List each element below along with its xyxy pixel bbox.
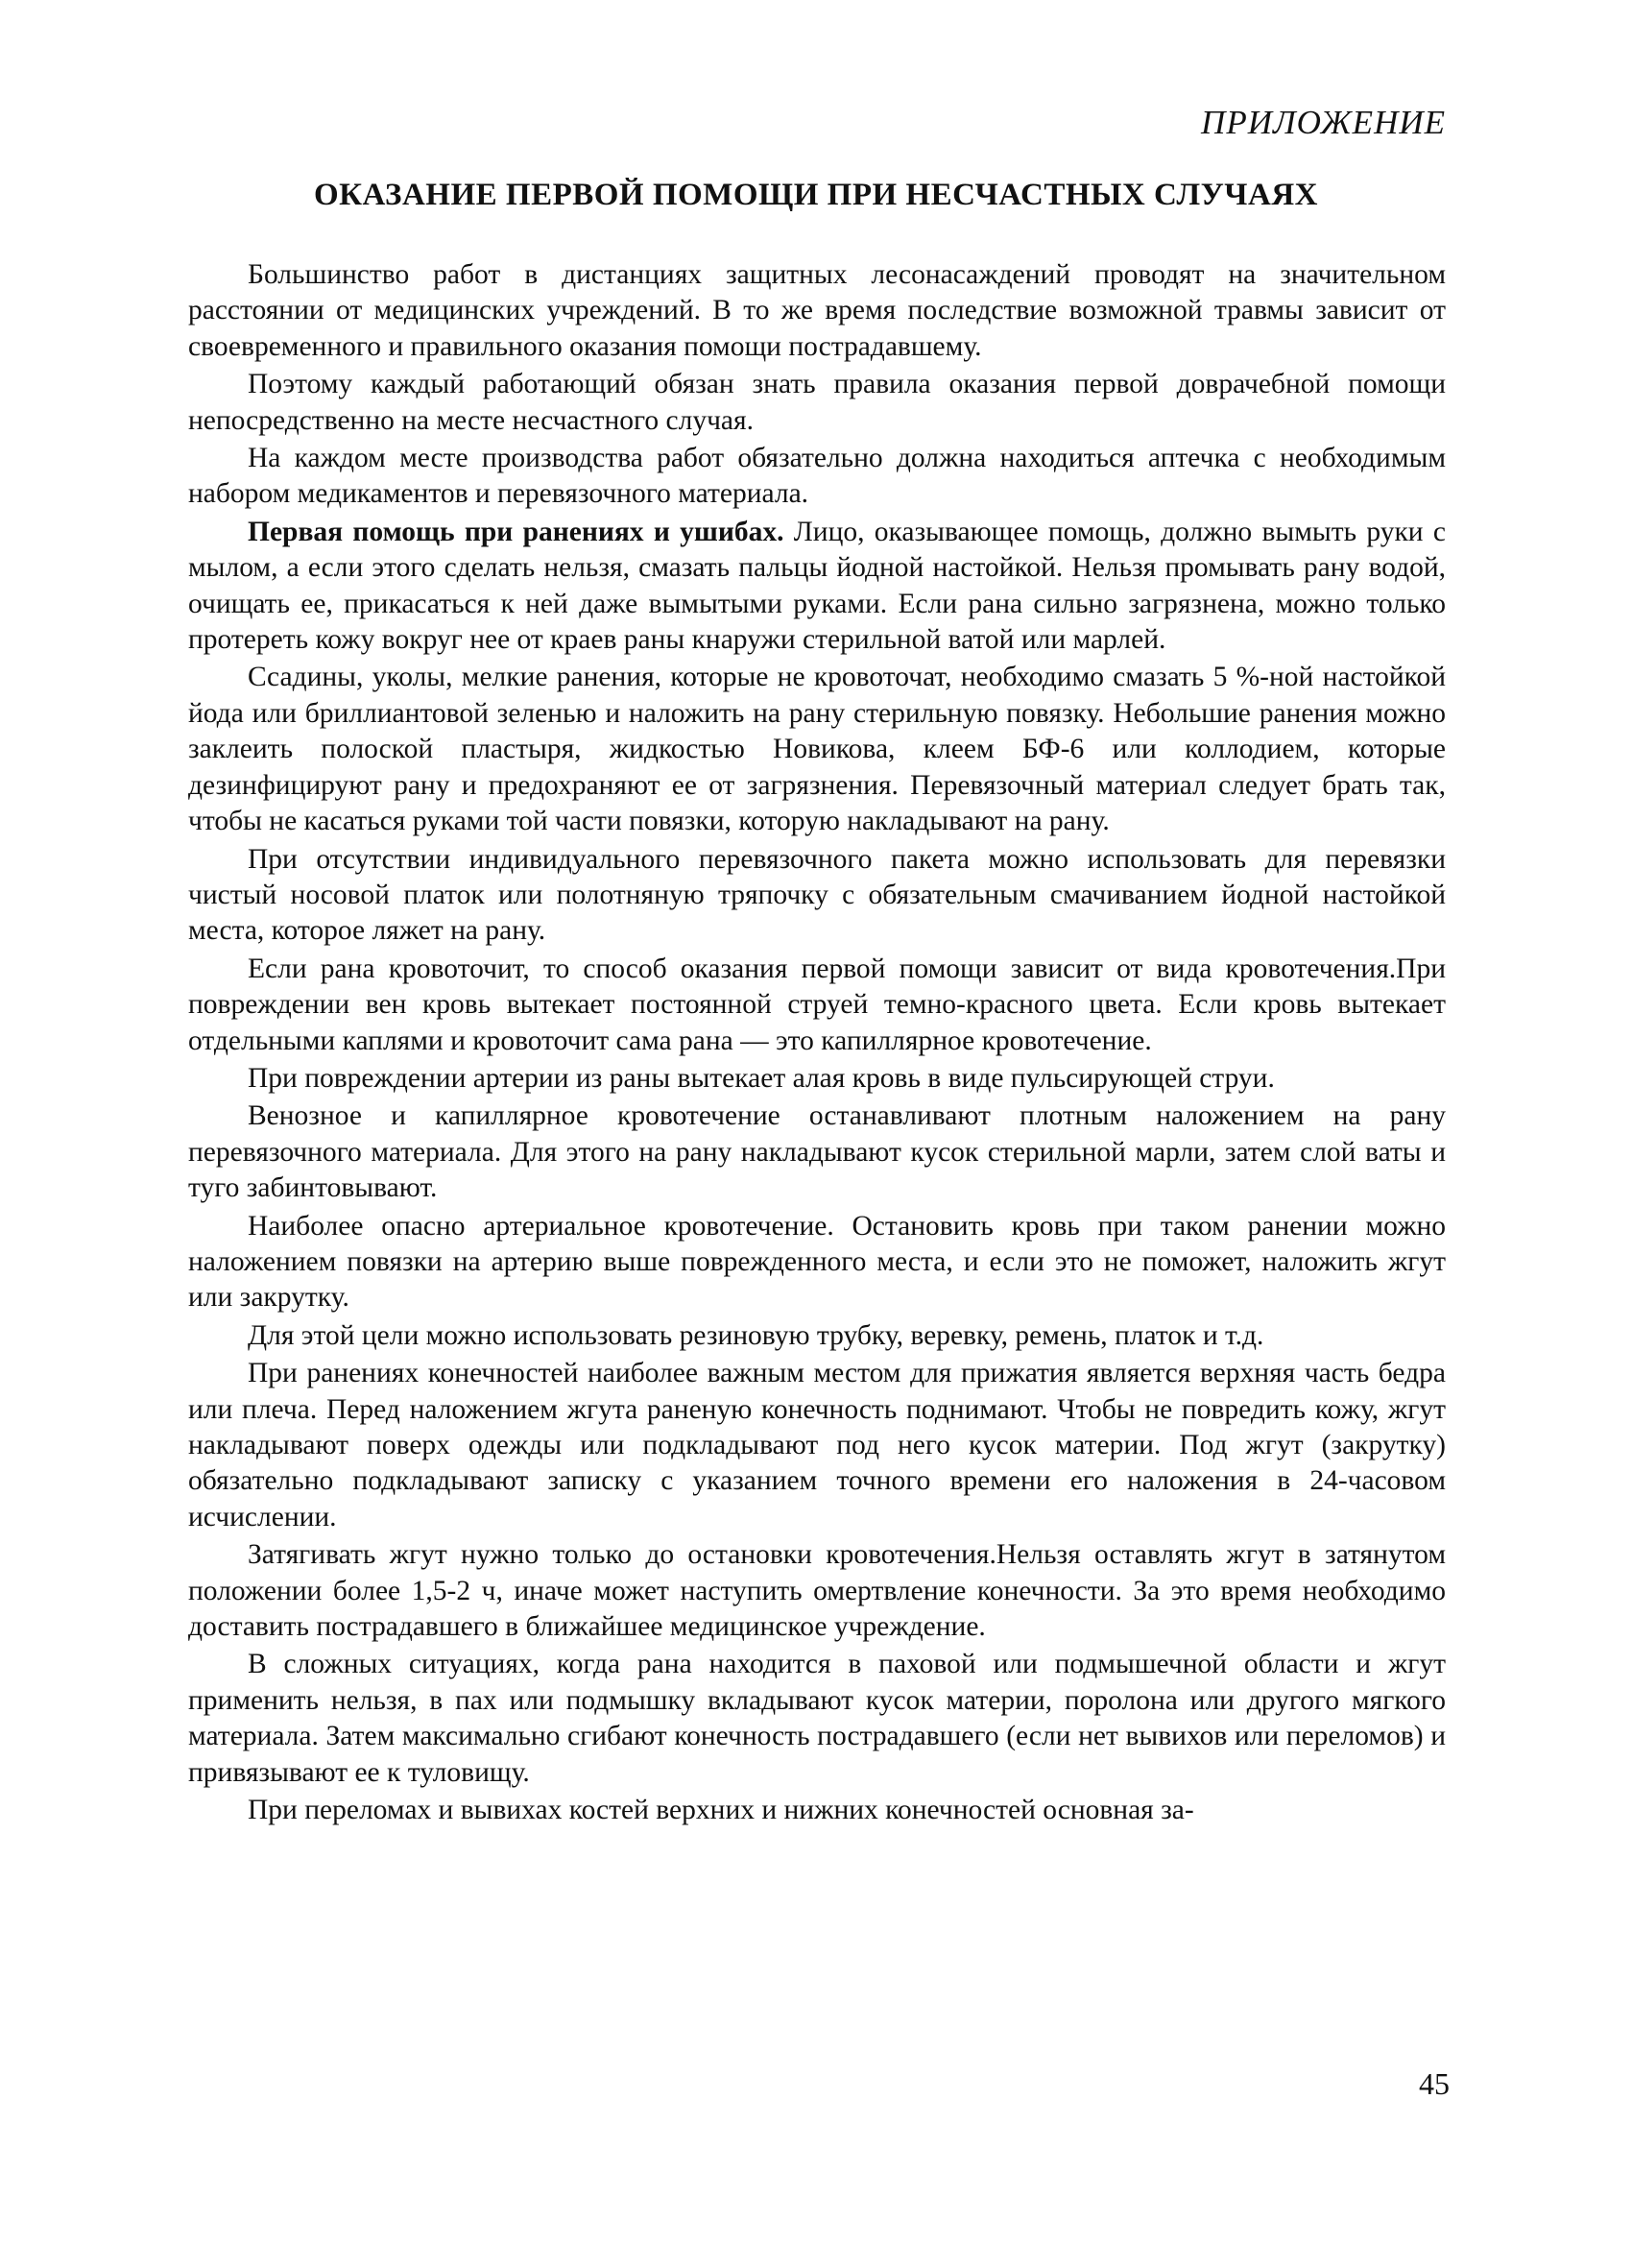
paragraph: На каждом месте производства работ обязательно должна находиться аптечка с необходимым набором медикаментов и перевязочного материала. [188,443,1446,510]
paragraph-lead: Первая помощь при ранениях и ушибах. [248,516,784,547]
paragraph: При переломах и вывихах костей верхних и нижних конечностей основная за- [248,1795,1194,1826]
paragraph: При отсутствии индивидуального перевязочного пакета можно использовать для перевязки чистый носовой платок или полотняную тряпочку с обязательным смачиванием йодной настойкой места, которое ляжет на рану. [188,843,1446,947]
paragraph-wounds [188,515,1446,659]
paragraph: Наиболее опасно артериальное кровотечение. Остановить кровь при таком ранении можно наложением повязки на артерию выше поврежденного места, и если это не поможет, наложить жгут или закрутку. [188,1210,1446,1314]
paragraph: Большинство работ в дистанциях защитных лесонасаждений проводят на значительном расстоянии от медицинских учреждений. В то же время последствие возможной травмы зависит от своевременного и правильного оказания помощи пострадавшему. [188,259,1446,362]
body-text [188,257,1446,1830]
paragraph: Затягивать жгут нужно только до остановки кровотечения.Нельзя оставлять жгут в затянутом положении более 1,5-2 ч, иначе может наступить омертвление конечности. За это время необходимо доставить пострадавшего в ближайшее медицинское учреждение. [188,1539,1446,1643]
paragraph-text: Лицо, оказывающее помощь, должно вымыть руки с мылом, а если этого сделать нельзя, смазать пальцы йодной настойкой. Нельзя промывать рану водой, очищать ее, прикасаться к ней даже вымытыми руками. Если рана сильно загрязнена, можно только протереть кожу вокруг нее от краев раны кнаружи стерильной ватой или марлей. [188,516,1447,656]
paragraph: Поэтому каждый работающий обязан знать правила оказания первой доврачебной помощи непосредственно на месте несчастного случая. [188,369,1446,436]
running-head: ПРИЛОЖЕНИЕ [1201,104,1446,141]
paragraph: Если рана кровоточит, то способ оказания первой помощи зависит от вида кровотечения.При повреждении вен кровь вытекает постоянной струей темно-красного цвета. Если кровь вытекает отдельными каплями и кровоточит сама рана — это капиллярное кровотечение. [188,953,1446,1056]
paragraph: Ссадины, уколы, мелкие ранения, которые не кровоточат, необходимо смазать 5 %-ной настойкой йода или бриллиантовой зеленью и наложить на рану стерильную повязку. Небольшие ранения можно заклеить полоской пластыря, жидкостью Новикова, клеем БФ-6 или коллодием, которые дезинфицируют рану и предохраняют ее от загрязнения. Перевязочный материал следует брать так, чтобы не касаться руками той части повязки, которую накладывают на рану. [188,662,1446,837]
paragraph: Венозное и капиллярное кровотечение останавливают плотным наложением на рану перевязочного материала. Для этого на рану накладывают кусок стерильной марли, затем слой ваты и туго забинтовывают. [188,1100,1446,1204]
page-number: 45 [1419,2066,1450,2101]
section-title: ОКАЗАНИЕ ПЕРВОЙ ПОМОЩИ ПРИ НЕСЧАСТНЫХ СЛУЧАЯХ [313,178,1319,212]
paragraph: При повреждении артерии из раны вытекает алая кровь в виде пульсирующей струи. [248,1062,1275,1094]
paragraph: Для этой цели можно использовать резиновую трубку, веревку, ремень, платок и т.д. [248,1319,1264,1351]
paragraph: В сложных ситуациях, когда рана находится в паховой или подмышечной области и жгут применить нельзя, в пах или подмышку вкладывают кусок материи, поролона или другого мягкого материала. Затем максимально сгибают конечность пострадавшего (если нет вывихов или переломов) и привязывают ее к туловищу. [188,1649,1446,1788]
paragraph: При ранениях конечностей наиболее важным местом для прижатия является верхняя часть бедра или плеча. Перед наложением жгута раненую конечность поднимают. Чтобы не повредить кожу, жгут накладывают поверх одежды или подкладывают под него кусок материи. Под жгут (закрутку) обязательно подкладывают записку с указанием точного времени его наложения в 24-часовом исчислении. [188,1358,1446,1532]
